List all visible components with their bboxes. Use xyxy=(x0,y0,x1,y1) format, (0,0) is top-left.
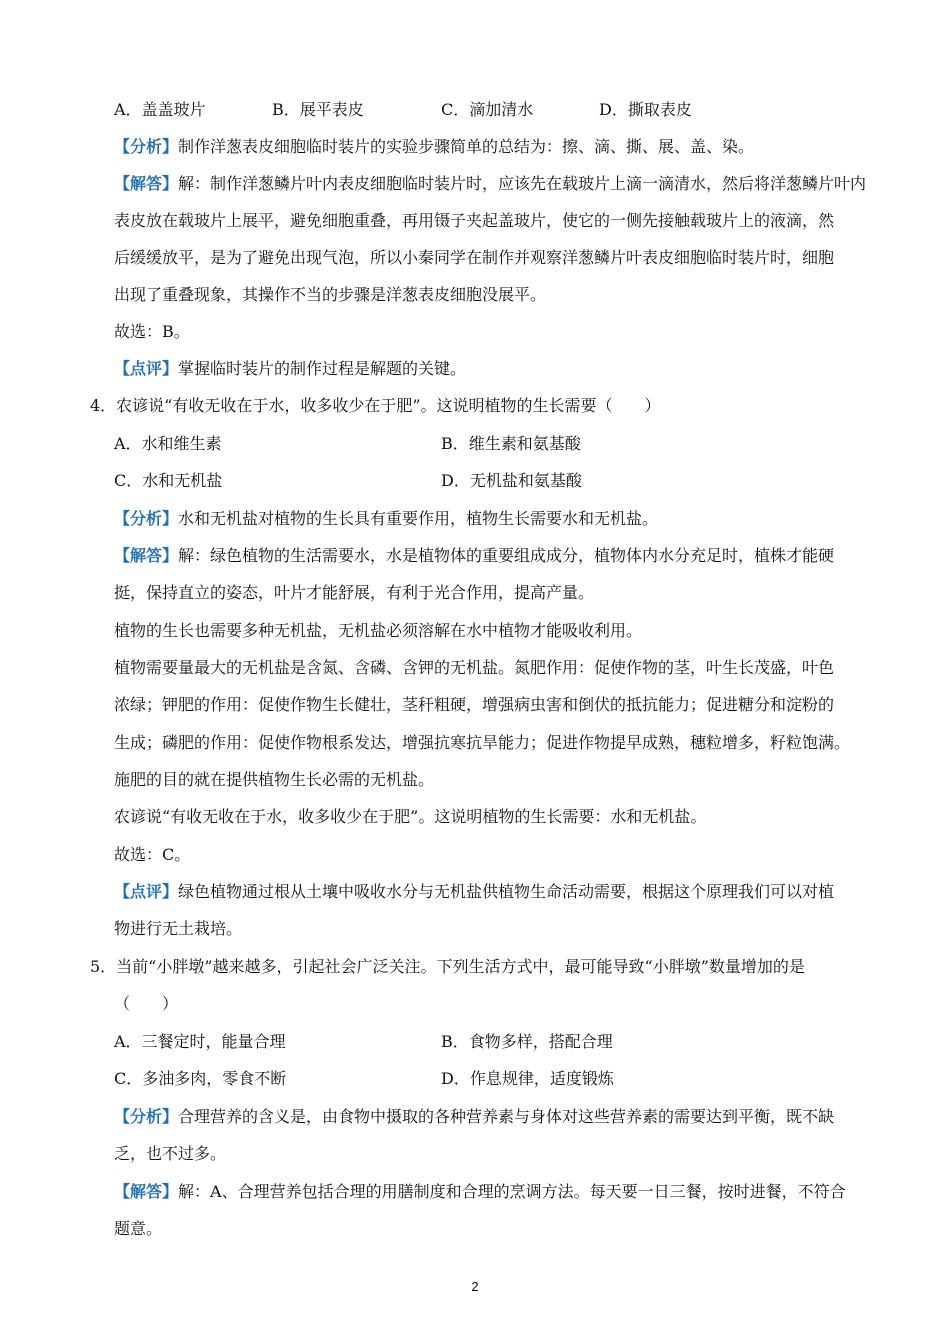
q4-option-c: C．水和无机盐 xyxy=(114,471,223,490)
analysis-text: 合理营养的含义是，由食物中摄取的各种营养素与身体对这些营养素的需要达到平衡，既不缺 xyxy=(178,1107,835,1126)
q5-analysis-line: 乏，也不过多。 xyxy=(114,1144,227,1163)
review-text: 掌握临时装片的制作过程是解题的关键。 xyxy=(178,359,467,378)
q4-answer-line xyxy=(114,545,834,567)
q4-option-d: D．无机盐和氨基酸 xyxy=(441,471,582,490)
q5-answer xyxy=(114,1181,846,1203)
q5-analysis xyxy=(114,1106,834,1128)
review-tag: 【点评】 xyxy=(114,882,179,901)
q4-review-line: 物进行无土栽培。 xyxy=(114,919,243,938)
review-tag: 【点评】 xyxy=(114,359,179,378)
q4-review xyxy=(114,881,834,903)
q4-answer-line: 挺，保持直立的姿态，叶片才能舒展，有利于光合作用，提高产量。 xyxy=(114,583,595,602)
analysis-paragraph xyxy=(114,136,754,158)
answer-line: 后缓缓放平，是为了避免出现气泡，所以小秦同学在制作并观察洋葱鳞片叶表皮细胞临时装片时，细胞 xyxy=(114,248,835,267)
page-number: 2 xyxy=(471,1279,479,1294)
answer-line: 表皮放在载玻片上展平，避免细胞重叠，再用镊子夹起盖玻片，使它的一侧先接触载玻片上的液滴，然 xyxy=(114,211,835,230)
answer-tag: 【解答】 xyxy=(114,546,179,565)
q4-paragraph: 生成；磷肥的作用：促使作物根系发达，增强抗寒抗旱能力；促进作物提早成熟，穗粒增多，籽粒饱满。 xyxy=(114,733,851,752)
answer-tag: 【解答】 xyxy=(114,174,179,193)
q4-paragraph: 施肥的目的就在提供植物生长必需的无机盐。 xyxy=(114,770,435,789)
q4-paragraph: 植物需要量最大的无机盐是含氮、含磷、含钾的无机盐。氮肥作用：促使作物的茎，叶生长茂盛，叶色 xyxy=(114,658,835,677)
answer-line xyxy=(114,173,866,195)
q4-option-b: B．维生素和氨基酸 xyxy=(441,434,581,453)
answer-tag: 【解答】 xyxy=(114,1182,179,1201)
q4-paragraph: 浓绿；钾肥的作用：促使作物生长健壮，茎秆粗硬，增强病虫害和倒伏的抵抗能力；促进糖分和淀粉的 xyxy=(114,695,835,714)
q5-option-d: D．作息规律，适度锻炼 xyxy=(441,1069,614,1088)
q4-analysis xyxy=(114,508,658,530)
analysis-text: 水和无机盐对植物的生长具有重要作用，植物生长需要水和无机盐。 xyxy=(178,509,659,528)
answer-text: 解：绿色植物的生活需要水，水是植物体的重要组成成分，植物体内水分充足时，植株才能硬 xyxy=(178,546,835,565)
review-text: 绿色植物通过根从土壤中吸收水分与无机盐供植物生命活动需要，根据这个原理我们可以对植 xyxy=(178,882,835,901)
option-a: A．盖盖玻片 xyxy=(114,100,206,119)
q5-option-c: C．多油多肉，零食不断 xyxy=(114,1069,287,1088)
analysis-tag: 【分析】 xyxy=(114,1107,179,1126)
review-paragraph xyxy=(114,358,466,380)
q4-paragraph: 农谚说“有收无收在于水，收多收少在于肥”。这说明植物的生长需要：水和无机盐。 xyxy=(114,807,707,826)
option-b: B．展平表皮 xyxy=(272,100,364,119)
question-5-stem: 5．当前“小胖墩”越来越多，引起社会广泛关注。下列生活方式中，最可能导致“小胖墩”数量增加的是 xyxy=(90,957,805,976)
q5-option-b: B．食物多样，搭配合理 xyxy=(441,1032,613,1051)
choice-line: 故选：B。 xyxy=(114,322,190,341)
analysis-tag: 【分析】 xyxy=(114,509,179,528)
option-d: D．撕取表皮 xyxy=(599,100,692,119)
question-4-stem: 4．农谚说“有收无收在于水，收多收少在于肥”。这说明植物的生长需要（ ） xyxy=(90,396,661,415)
option-c: C．滴加清水 xyxy=(441,100,534,119)
question-5-stem-line: （ ） xyxy=(114,994,179,1013)
q4-choice: 故选：C。 xyxy=(114,845,191,864)
answer-line: 出现了重叠现象，其操作不当的步骤是洋葱表皮细胞没展平。 xyxy=(114,285,547,304)
q4-option-a: A．水和维生素 xyxy=(114,434,222,453)
answer-text: 解：A、合理营养包括合理的用膳制度和合理的烹调方法。每天要一日三餐，按时进餐，不符合 xyxy=(178,1182,846,1201)
analysis-tag: 【分析】 xyxy=(114,137,179,156)
q5-answer-line: 题意。 xyxy=(114,1219,163,1238)
q4-paragraph: 植物的生长也需要多种无机盐，无机盐必须溶解在水中植物才能吸收利用。 xyxy=(114,621,643,640)
q5-option-a: A．三餐定时，能量合理 xyxy=(114,1032,286,1051)
analysis-text: 制作洋葱表皮细胞临时装片的实验步骤简单的总结为：擦、滴、撕、展、盖、染。 xyxy=(178,137,755,156)
answer-text: 解：制作洋葱鳞片叶内表皮细胞临时装片时，应该先在载玻片上滴一滴清水，然后将洋葱鳞片叶内 xyxy=(178,174,867,193)
